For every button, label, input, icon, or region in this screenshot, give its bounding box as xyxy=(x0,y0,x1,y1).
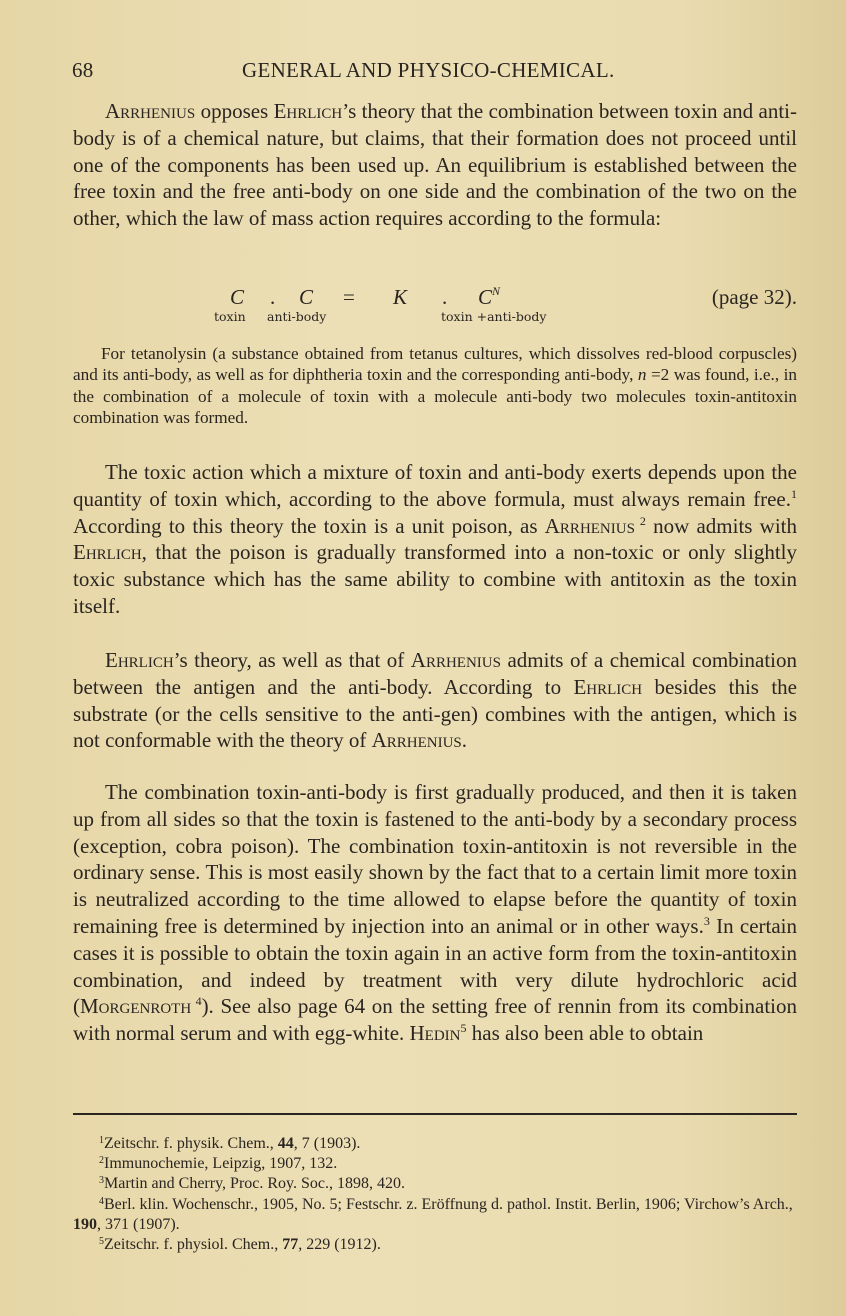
footnote-ref: 4 xyxy=(191,994,202,1009)
footnote-number: 5 xyxy=(99,1236,104,1248)
footnotes xyxy=(73,1134,803,1255)
formula-k: K xyxy=(393,285,408,309)
author-name: Arrhenius xyxy=(410,648,501,672)
paragraph-combination xyxy=(73,779,797,1047)
footnote-number: 2 xyxy=(99,1155,104,1167)
footnote-divider xyxy=(73,1113,797,1115)
footnote-2: $^2$Immunochemie, Leipzig, 1907, 132. xyxy=(99,1155,338,1173)
paragraph-tetanolysin xyxy=(73,343,797,429)
paragraph: Ehrlich’s theory, as well as that of Arrhenius admits of a chemical combination between the antigen and the anti-body. According to Ehrlich besides this the substrate (or the cells sensitive to the anti-gen) combines with the antigen, which is not conformable with the theory of Arrhenius. xyxy=(73,648,797,753)
footnote-number: 4 xyxy=(99,1195,104,1207)
formula-sub-combination: toxin +anti-body xyxy=(441,309,547,324)
author-name: Ehrlich xyxy=(105,648,174,672)
footnote-ref: 3 xyxy=(703,913,710,928)
formula-equals: = xyxy=(343,285,355,309)
author-name: Arrhenius xyxy=(105,99,196,123)
footnote-number: 1 xyxy=(99,1135,104,1146)
paragraph-ehrlich-theory xyxy=(73,647,797,754)
author-name: Ehrlich xyxy=(73,540,142,565)
formula-c-antibody: C xyxy=(299,285,314,309)
author-name: Arrhenius xyxy=(371,728,462,753)
paragraph: For tetanolysin (a substance obtained from tetanus cultures, which dissolves red-blood corpuscles) and its anti-body, as well as for diphtheria toxin and the corresponding anti-body, n =2 was found, i.e., in the combination of a molecule of toxin with a molecule anti-body two molecules toxin-antitoxin combination was formed. xyxy=(73,344,798,428)
formula-dot: . xyxy=(270,285,276,309)
volume-number: 77 xyxy=(282,1236,299,1254)
formula-page-reference: (page 32). xyxy=(711,285,797,309)
formula-sub-toxin: toxin xyxy=(214,309,246,324)
formula-c-combination: $C^N$ xyxy=(478,284,501,309)
author-name: Ehrlich xyxy=(273,99,343,123)
paragraph: The combination toxin-anti-body is first gradually produced, and then it is taken up from all sides so that the toxin is fastened to the anti-body by a secondary process (exception, cobra poison). The combination toxin-antitoxin is not reversible in the ordinary sense. This is most easily shown by the fact that to a certain limit more toxin is neutralized according to the time allowed to elapse before the quantity of toxin remaining free is determined by injection into an animal or in other ways.$^3$ In certain cases it is possible to obtain the toxin again in an active form from the toxin-antitoxin combination, and indeed by treatment with very dilute hydrochloric acid (Morgenroth $^4$). See also page 64 on the setting free of rennin from its combination with normal serum and with egg-white. Hedin$^5$ has also been able to obtain xyxy=(73,780,797,1046)
formula-sub-antibody: anti-body xyxy=(267,309,327,324)
paragraph-arrhenius-opposes xyxy=(73,98,797,232)
author-name: Ehrlich xyxy=(573,674,643,699)
formula-dot: . xyxy=(442,285,448,309)
footnote-5: $^5$Zeitschr. f. physiol. Chem., 77, 229 (1912). xyxy=(99,1236,381,1254)
mass-action-formula xyxy=(73,285,797,333)
footnote-ref: 5 xyxy=(460,1021,467,1036)
page-number: 68 xyxy=(72,58,94,82)
footnote-ref: 1 xyxy=(791,486,797,501)
footnote-ref: 2 xyxy=(634,513,646,528)
paragraph: The toxic action which a mixture of toxin and anti-body exerts depends upon the quantity of toxin which, according to the above formula, must always remain free.$^1$ According to this theory the toxin is a unit poison, as Arrhenius $^2$ now admits with Ehrlich, that the poison is gradually transformed into a non-toxic or only slightly toxic substance which has the same ability to combine with antitoxin as the toxin itself. xyxy=(73,460,798,618)
footnote-number: 3 xyxy=(99,1175,104,1187)
author-name: Morgenroth xyxy=(80,994,192,1019)
footnote-1: $^1$Zeitschr. f. physik. Chem., 44, 7 (1903). xyxy=(99,1135,361,1152)
volume-number: 190 xyxy=(73,1215,97,1233)
formula-c-toxin: C xyxy=(230,285,245,309)
volume-number: 44 xyxy=(277,1135,294,1152)
footnote-4: $^4$Berl. klin. Wochenschr., 1905, No. 5; Festschr. z. Eröffnung d. pathol. Instit. Berlin, 1906; Virchow’s Arch., 190, 371 (1907). xyxy=(73,1195,793,1233)
footnote-3: $^3$Martin and Cherry, Proc. Roy. Soc., 1898, 420. xyxy=(99,1175,405,1193)
author-name: Hedin xyxy=(409,1021,461,1046)
paragraph: Arrhenius opposes Ehrlich’s theory that the combination between toxin and anti-body is of a chemical nature, but claims, that their formation does not proceed until one of the components has been used up. An equilibrium is established between the free toxin and the free anti-body on one side and the combination of the two on the other, which the law of mass action requires according to the formula: xyxy=(73,99,797,231)
paragraph-toxic-action xyxy=(73,459,797,620)
author-name: Arrhenius xyxy=(544,513,635,538)
running-title: GENERAL AND PHYSICO-CHEMICAL. xyxy=(242,58,615,82)
